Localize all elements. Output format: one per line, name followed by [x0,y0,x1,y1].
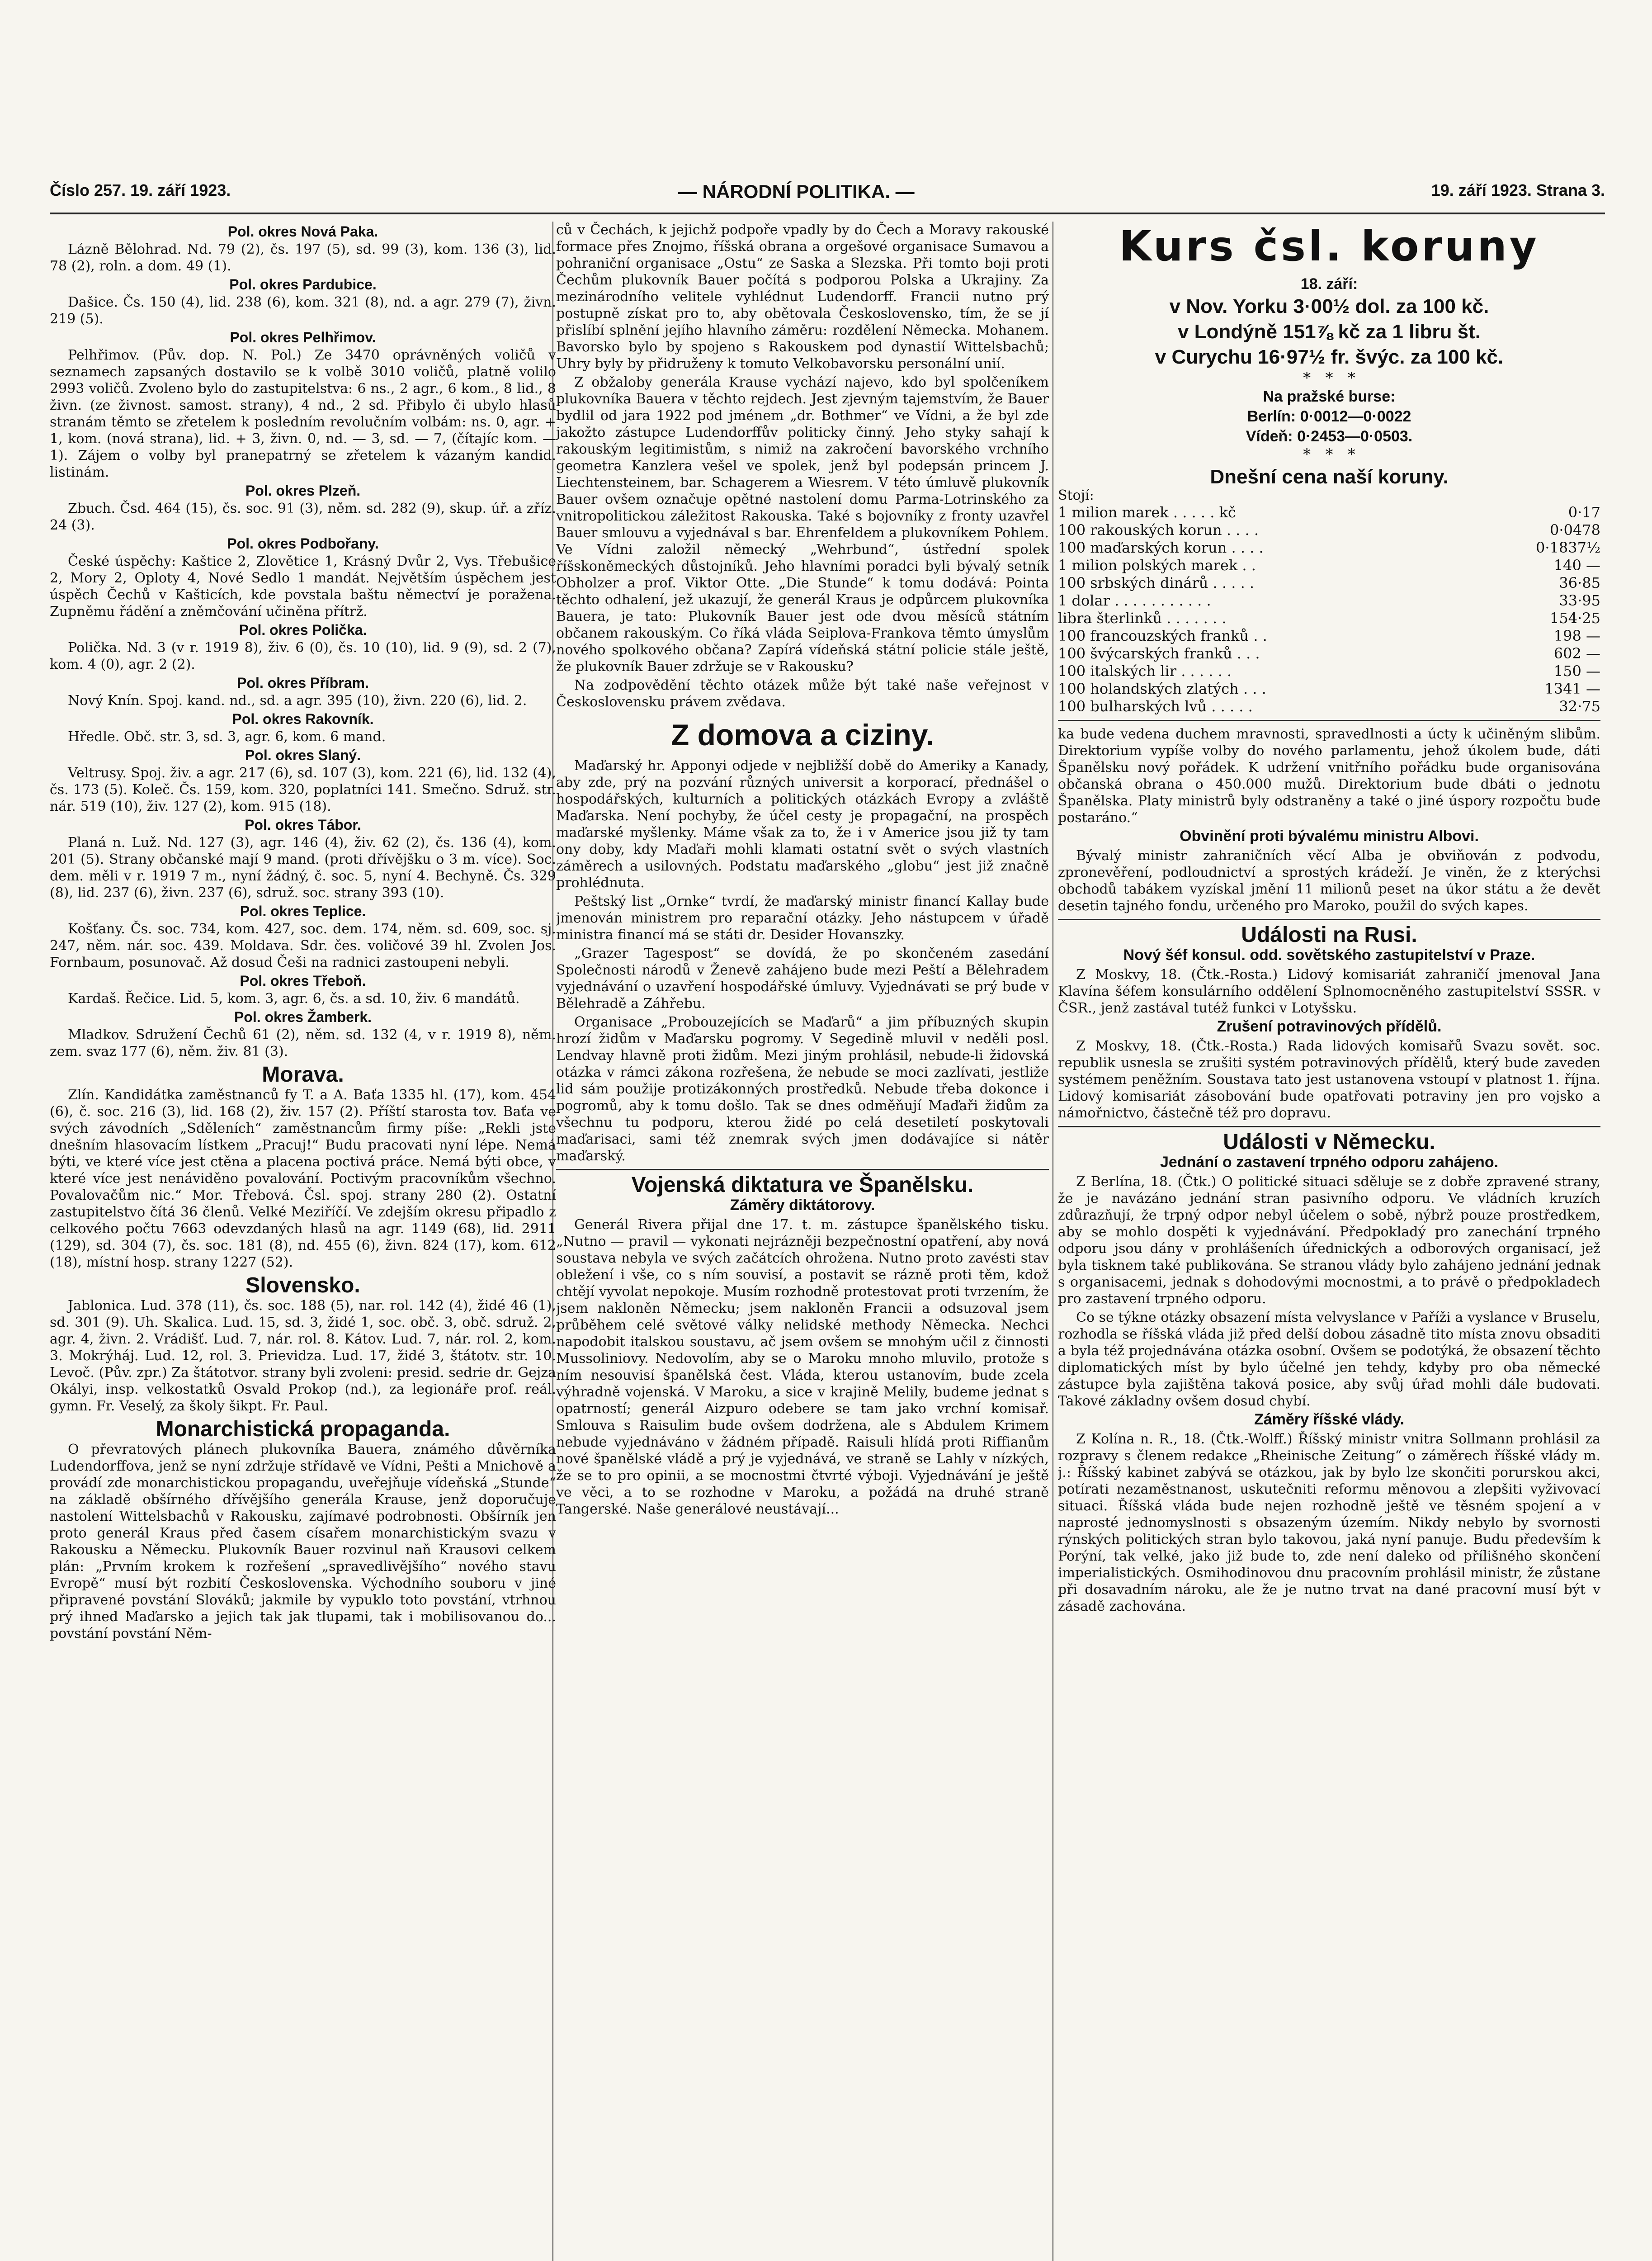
okres-text: Košťany. Čs. soc. 734, kom. 427, soc. dem. 174, něm. sd. 609, soc. sj. 247, něm. nár. soc. 439. Moldava. Sdr. čes. voličové 39 hl. Zvolen Jos. Fornbaum, posunovač. Až dosud Češi na radnici zastoupeni nebyli. [50,921,556,970]
okres-title: Pol. okres Příbram. [237,675,369,691]
kurs-london: v Londýně 151⅞ kč za 1 libru št. [1177,321,1481,343]
okres-title: Pol. okres Nová Paka. [227,223,378,240]
section-title-slovensko: Slovensko. [245,1273,360,1297]
okres-title: Pol. okres Pelhřimov. [230,329,376,345]
zdomova-text-1: Maďarský hr. Apponyi odjede v nejbližší době do Ameriky a Kanady, aby zde, prý na pozvání různých universit a korporací, přednášel o hospodářských, kulturních a politických otázkách Evropy a zvláště Maďarska. Není pochyby, že účel cesty je propagační, na prospěch maďarské myšlenky. Máme však za to, že i v Americe jsou již ty tam ony doby, kdy Maďaři mohli klamati ostatní svět o svých vlastních záměrech a usilovných. Podstatu maďarského „globu“ jest již značně prohlédnuta. [556,758,1049,891]
okres-title: Pol. okres Pardubice. [229,276,377,293]
bursa-title: Na pražské burse: [1263,388,1396,405]
rate-name: 1 dolar . . . . . . . . . . . [1058,592,1211,609]
okres-text: Hředle. Obč. str. 3, sd. 3, agr. 6, kom. 6 mand. [68,729,386,745]
okres-title: Pol. okres Slaný. [245,747,361,763]
article-subtitle-nemecko-1: Jednání o zastavení trpného odporu zahájeno. [1160,1154,1499,1171]
separator [1058,919,1600,920]
okres-text: Nový Knín. Spoj. kand. nd., sd. a agr. 395 (10), živn. 220 (6), lid. 2. [68,693,527,709]
newspaper-title: — NÁRODNÍ POLITIKA. — [678,181,915,202]
rate-row [1058,504,1600,521]
morava-text: Zlín. Kandidátka zaměstnanců fy T. a A. Baťa 1335 hl. (17), kom. 454 (6), č. soc. 216 (3), lid. 168 (2), živ. 157 (2). Příští starosta tov. Baťa ve svých závodních „Sděleních“ zaměstnancům firmy píše: „Rekli jste dnešním hlasovacím lístkem „Pracuj!“ Budu pracovati nyní lépe. Nemá býti, ve které více jest ctěna a placena poctivá práce. Nemá býti obce, v které více jest nenáviděno povalování. Poctivým pracovníkům všechno. Povalovačům nic.“ Mor. Třebová. Čsl. spoj. strany 280 (2). Ostatní zastupitelstvo čítá 36 členů. Velké Meziříčí. Ve zdejším okresu připadlo z celkového počtu 7663 odevzdaných hlasů na agr. 1149 (68), lid. 2911 (129), sd. 304 (7), čs. soc. 181 (8), nd. 455 (6), živn. 824 (17), kom. 612 (18), místní hosp. strany 1227 (52). [50,1087,556,1270]
okres-text: Planá n. Luž. Nd. 127 (3), agr. 146 (4), živ. 62 (2), čs. 136 (4), kom. 201 (5). Strany občanské mají 9 mand. (proti dřívějšku o 3 m. více). Soc. dem. měli v r. 1919 7 m., nyní žádný, č. soc. 5, nyní 4. Bechyně. Čs. 329 (8), lid. 237 (6), živn. 237 (6), sdruž. soc. strany 393 (10). [50,835,556,901]
rate-row [1058,662,1600,680]
rate-row [1058,645,1600,662]
rate-value: 602 — [1553,645,1600,662]
cena-title: Dnešní cena naší koruny. [1210,466,1449,488]
rate-value: 154·25 [1550,610,1600,627]
kurs-date: 18. září: [1300,275,1358,293]
alba-text: Bývalý ministr zahraničních věcí Alba je obviňován z podvodu, zpronevěření, podloudnictví a sprostých krádeží. Je viněn, že z kterýchsi obchodů tabákem vyzískal jmění 11 milionů peset na úkor státu a že devět desetin tajného fondu, určeného pro Maroko, použil do svých kapes. [1058,848,1600,914]
election-results [50,223,556,1060]
okres-title: Pol. okres Rakovník. [232,711,374,727]
article-title-vojenska: Vojenská diktatura ve Španělsku. [631,1173,974,1197]
kurs-title: Kurs čsl. koruny [1119,222,1539,270]
okres-text: Mladkov. Sdružení Čechů 61 (2), něm. sd. 132 (4, v r. 1919 8), něm. zem. svaz 177 (6), něm. živ. 81 (3). [50,1027,556,1060]
okres-title: Pol. okres Teplice. [240,903,366,919]
rates-table [1058,504,1600,715]
stars-divider: * * * [1303,445,1355,464]
okres-text: Zbuch. Čsd. 464 (15), čs. soc. 91 (3), něm. sd. 282 (9), skup. úř. a zříz. 24 (3). [50,501,556,533]
rate-name: 100 holandských zlatých . . . [1058,680,1266,697]
kurs-zurich: v Curychu 16·97½ fr. švýc. za 100 kč. [1155,346,1504,368]
monarchisticka-text: O převratových plánech plukovníka Bauera, známého důvěrníka Ludendorffova, jenž se nyní zdržuje střídavě ve Vídni, Pešti a Mnichově a provádí zde monarchistickou propagandu, uveřejňuje vídeňská „Stunde“ na základě obšírného dřívějšího generála Krause, jenž doporučuje nastolení Wittelsbachů v Rakousku, zajímavé podrobnosti. Obšírník jen proto generál Kraus před časem císařem monarchistickým svazu v Rakousku a Německu. Plukovník Bauer rozvinul naň Krausovi celkem plán: „Prvním krokem k rozřešení „spravedlivějšího“ nového stavu Evropě“ musí být rozbití Československa. Východního souboru v jiné připravené povstání Slováků; jakmile by vypuklo toto povstání, vtrhnou prý ihned Maďarsko a jejich tak jak tlupami, tak i mobilisovanou do... povstání povstání Něm- [50,1442,556,1641]
stars-divider: * * * [1303,369,1355,387]
rate-value: 150 — [1553,662,1600,680]
okres-text: Polička. Nd. 3 (v r. 1919 8), živ. 6 (0), čs. 10 (10), lid. 9 (9), sd. 2 (7), kom. 4 (0), agr. 2 (2). [50,640,556,672]
rate-value: 198 — [1553,627,1600,644]
okres-title: Pol. okres Plzeň. [245,482,361,499]
article-title-alba: Obvinění proti bývalému ministru Albovi. [1180,828,1479,845]
rate-name: 100 francouzských franků . . [1058,627,1267,644]
okres-title: Pol. okres Třeboň. [240,973,366,989]
nemecko-text-2: Co se týkne otázky obsazení místa velvyslance v Paříži a vyslance v Bruselu, rozhodla se říšská vláda již před delší dobou zásadně tito místa znovu obsaditi a byla též projednávána otázka osobní. Ovšem se podotýká, že obsazení těchto diplomatických míst by bylo účelné jen tehdy, kdyby pro oba německé zástupce byla zajištěna taková posice, aby svůj úřad mohli dále budovati. Takové základny ovšem dosud chybí. [1058,1310,1600,1409]
continued-text-3: Na zodpovědění těchto otázek může být také naše veřejnost v Československu právem zvědava. [556,677,1049,710]
bursa-berlin: Berlín: 0·0012—0·0022 [1247,408,1411,425]
article-subtitle-vojenska: Záměry diktátorovy. [730,1197,875,1214]
okres-text: České úspěchy: Kaštice 2, Zlovětice 1, Krásný Dvůr 2, Vys. Třebušice 2, Mory 2, Oploty 4, Nové Sedlo 1 mandát. Největším úspěchem jest úspěch Čechů v Kašticích, kde povstala baštu němectví je poražena. Zupněmu řádění a zněmčování učiněna přítrž. [50,553,556,620]
zdomova-text-3: „Grazer Tagespost“ se dovídá, že po skončeném zasedání Společnosti národů v Ženevě zahájeno bude mezi Peští a Bělehradem vyjednávání o uzavření hospodářské úmluvy. Vyjednávati se prý bude v Bělehradě a Záhřebu. [556,946,1049,1012]
zdomova-text-2: Peštský list „Ornke“ tvrdí, že maďarský ministr financí Kallay bude jmenován ministrem pro reparační otázky. Jeho nástupcem v úřadě ministra financí má se státi dr. Desider Hovanszky. [556,894,1049,943]
rus-text-1: Z Moskvy, 18. (Čtk.-Rosta.) Lidový komisariát zahraničí jmenoval Jana Klavína šéfem konsulárního oddělení Splnomocněného zastupitelství SSSR. v ČSR., jenž zastával tutéž funkci v Lotyšsku. [1058,967,1600,1016]
section-title-nemecko: Události v Německu. [1223,1130,1435,1154]
rate-name: 100 italských lir . . . . . . [1058,662,1232,680]
separator [556,1169,1049,1170]
column-1 [50,222,556,2261]
okres-title: Pol. okres Žamberk. [234,1009,372,1025]
rate-value: 0·17 [1568,504,1600,521]
rate-name: 100 maďarských korun . . . . [1058,539,1264,556]
rate-name: 100 srbských dinárů . . . . . [1058,574,1255,591]
rate-value: 33·95 [1559,592,1600,609]
okres-title: Pol. okres Tábor. [245,817,361,833]
rate-value: 36·85 [1559,574,1600,591]
cena-lead: Stojí: [1058,487,1094,503]
rate-name: 100 bulharských lvů . . . . . [1058,698,1253,715]
section-title-zdomova: Z domova a ciziny. [671,718,934,752]
rate-row [1058,557,1600,574]
nemecko-text-1: Z Berlína, 18. (Čtk.) O politické situaci sděluje se z dobře zpravené strany, že je navázáno jednání stran pasivního odporu. Ve vládních kruzích zdůrazňují, že trpný odpor nebyl účelem o sobě, nýbrž pouze prostředkem, aby se mohlo dospěti k vyjednávání. Předpokladý pro zanechání trpného odporu jsou dány v prohlášeních úřednických a odborových organisací, jež byla tisknem také publikována. Se stranou vlády bylo zahájeno jednání jednak s organisacemi, jednak s dohodovými mocnostmi, a to právě o předpokladech pro zastavení trpného odporu. [1058,1174,1600,1307]
rate-name: 100 švýcarských franků . . . [1058,645,1260,662]
rate-value: 0·0478 [1550,521,1600,539]
page-header [50,181,1605,208]
slovensko-text: Jablonica. Lud. 378 (11), čs. soc. 188 (5), nar. rol. 142 (4), židé 46 (1), sd. 301 (9). Uh. Skalica. Lud. 15, sd. 3, židé 1, soc. obč. 3, obč. sdruž. 2, agr. 4, živn. 2. Vrádišť. Lud. 7, nár. rol. 8. Kátov. Lud. 7, nár. rol. 2, kom. 3. Mokrýháj. Lud. 12, rol. 3. Prievidza. Lud. 17, židé 3, štátotv. str. 10. Levoč. (Pův. zpr.) Za štátotvor. strany byli zvoleni: presid. sedrie dr. Gejza Okályi, insp. velkostatků Osvald Prokop (nd.), za legionáře prof. reál. gymn. Fr. Veselý, za školy šikpt. Fr. Paul. [50,1298,556,1414]
okres-text: Veltrusy. Spoj. živ. a agr. 217 (6), sd. 107 (3), kom. 221 (6), lid. 132 (4), čs. 173 (5). Koleč. Čs. 159, kom. 320, poplatníci 141. Smečno. Sdruž. str. nár. 519 (10), živ. 127 (2), kom. 915 (18). [50,765,556,814]
rate-name: 1 milion polských marek . . [1058,557,1256,574]
rate-name: 100 rakouských korun . . . . [1058,521,1259,539]
page-number: 19. září 1923. Strana 3. [1431,181,1605,199]
rate-name: libra šterlinků . . . . . . . [1058,610,1227,627]
okres-text: Dašice. Čs. 150 (4), lid. 238 (6), kom. 321 (8), nd. a agr. 279 (7), živn. 219 (5). [50,294,556,327]
header-rule [50,213,1605,214]
rate-value: 0·1837½ [1536,539,1600,556]
continued-text-2: Z obžaloby generála Krause vychází najevo, kdo byl spolčeníkem plukovníka Bauera v těchto rejdech. Jest zjevným tajemstvím, že Bauer bydlil od jara 1922 pod jménem „dr. Bothmer“ ve Vídni, a že byl zde jakožto zástupce Ludendorffův politicky činný. Jeho styky sahají k rakouským legitimistům, s nimiž na zakročení bavorského vrchního geometra Kanzlera vešel ve spolek, jenž byl podepsán princem J. Liechtensteinem, bar. Schagerem a Wiesrem. V této úmluvě plukovník Bauer ovšem označuje opětné nastolení domu Parma-Lotrinského za vnitropolitickou záležitost Rakouska. Také s bojovníky z fronty uzavřel Bauer smlouvu a vyjednával s bar. Ehrenfeldem a plukovníkem Pohlem. Ve Vídni založil německý „Wehrbund“, ústřední spolek říšskoněmeckých důstojníků. Jeho hlavními poradci byli bývalý setník Obholzer a prof. Viktor Otte. „Die Stunde“ k tomu dodává: Pointa těchto odhalení, jež ukazují, že generál Kraus je odpůrcem plukovníka Bauera, je tato: Plukovník Bauer jest ode dvou měsíců státním občanem rakouským. Co říká vláda Seiplova-Frankova těmto úmyslům nového spolkového občana? Zapírá vídeňská státní policie stále ještě, že plukovník Bauer zdržuje se v Rakousku? [556,374,1049,675]
rate-value: 1341 — [1544,680,1600,697]
article-subtitle-rus-1: Nový šéf konsul. odd. sovětského zastupitelství v Praze. [1123,946,1535,964]
rate-row [1058,698,1600,715]
separator [1058,720,1600,721]
article-subtitle-nemecko-2: Záměry říšské vlády. [1254,1411,1405,1428]
okres-title: Pol. okres Polička. [239,622,367,638]
rate-row [1058,592,1600,610]
rate-row [1058,627,1600,645]
rate-value: 32·75 [1559,698,1600,715]
okres-text: Lázně Bělohrad. Nd. 79 (2), čs. 197 (5), sd. 99 (3), kom. 136 (3), lid. 78 (2), roln. a dom. 49 (1). [50,241,556,274]
spain-continued-text: ka bude vedena duchem mravnosti, spravedlnosti a úcty k učiněným slibům. Direktorium vypíše volby do nového parlamentu, jehož úkolem bude, dáti Španělsku nový pořádek. K udržení vnitřního pořádku bude organisována občanská obrana o 450.000 mužů. Direktorium bude dbáti o jednotu Španělska. Platy ministrů byly odstraněny a také o jiné úspory rozpočtu bude postaráno.“ [1058,726,1600,826]
rate-row [1058,574,1600,592]
rate-row [1058,610,1600,627]
rate-row [1058,539,1600,557]
rus-text-2: Z Moskvy, 18. (Čtk.-Rosta.) Rada lidových komisařů Svazu sovět. soc. republik usnesla se zrušiti systém potravinových přídělů, který bude zaveden systémem peněžním. Soustava tato jest ustanovena vstoupí v platnost 1. října. Lidový komisariát zásobování bude opatřovati potraviny jen pro vojsko a námořnictvo, částečně též pro dopravu. [1058,1038,1600,1121]
rate-value: 140 — [1553,557,1600,574]
section-title-morava: Morava. [262,1063,344,1087]
column-3 [1058,222,1600,2261]
section-title-rus: Události na Rusi. [1241,923,1417,947]
okres-text: Kardaš. Řečice. Lid. 5, kom. 3, agr. 6, čs. a sd. 10, živ. 6 mandátů. [68,991,520,1007]
okres-title: Pol. okres Podbořany. [227,535,379,552]
article-title-monarchisticka: Monarchistická propaganda. [156,1417,450,1441]
kurs-new-york: v Nov. Yorku 3·00½ dol. za 100 kč. [1169,295,1489,317]
nemecko-text-3: Z Kolína n. R., 18. (Čtk.-Wolff.) Říšský ministr vnitra Sollmann prohlásil za rozpravy s členem redakce „Rheinische Zeitung“ o záměrech říšské vlády m. j.: Říšský kabinet zabývá se otázkou, jak by bylo lze skončiti porurskou akci, potírati nezaměstnanost, uskutečniti reformu měnovou a zlepšiti vyživovací situaci. Říšská vláda bude nejen rozhodně ještě ve těsném spojení a v naprosté jednomyslnosti s obsazeným územím. Nikdy nebylo by svornosti rýnských politických stran bylo takovou, jaká nyní panuje. Budu především k Porýní, tak velké, jako již bude to, zde není daleko od přílišného skončení imperialistických. Osmihodinovou dnu pracovním prohlásil ministr, že zůstane při dosavadním nároku, ale že je nutno trvat na dané pracovní musí být v zásadě zachována. [1058,1431,1600,1614]
rate-name: 1 milion marek . . . . . kč [1058,504,1236,521]
separator [1058,1126,1600,1127]
column-2 [556,222,1049,2261]
zdomova-text-4: Organisace „Probouzejících se Maďarů“ a jim příbuzných skupin hrozí židům v Maďarsku pogromy. V Segedině mluvil v neděli posl. Lendvay hlavně proti židům. Mezi jiným prohlásil, nebude-li židovská otázka v rámci zákona rozřešena, že nebude se moci zazlívati, jestliže lid sám použije protizákonných prostředků. Nebude třeba dokonce i pogromů, aby k tomu došlo. Tak se dnes odměňují Maďaři židům za všechnu tu podporu, kterou židé po celá desetiletí poskytovali maďarisaci, sami též znemrak svých jmen dodávajíce si nátěr maďarský. [556,1014,1049,1164]
article-subtitle-rus-2: Zrušení potravinových přídělů. [1217,1018,1442,1035]
rate-row [1058,680,1600,698]
vojenska-text: Generál Rivera přijal dne 17. t. m. zástupce španělského tisku. „Nutno — pravil — vykonati nejrázněji bezpečnostní opatření, aby nová soustava nebyla ve svých začátcích ohrožena. Nutno proto zavésti stav obležení i vše, co s ním souvisí, a postavit se rázně proti těm, kdož chtějí vyvolat nepokoje. Musím rozhodně protestovat proti tvrzením, že jsem nakloněn Německu; jsem nakloněn Francii a odsuzoval jsem průběhem celé světové války nelidské methody Německa. Nechci napodobit italskou soustavu, ač jsem ovšem se mnohým učil z činnosti Mussoliniovy. Nedovolím, aby se o Maroku mnoho mluvilo, protože s ním nesouvisí španělská čest. Vláda, kterou ustanovím, bude zcela výhradně vojenská. V Maroku, a sice v krajině Melily, budeme jednat s opatrností; generál Aizpuro odebere se tam jako vrchní komisař. Smlouva s Raisulim bude ovšem dodržena, ale s Abdulem Krimem nebude vyjednáváno v žádném případě. Raisuli hlídá proti Riffianům nové španělské vládě a prý je vyjednává, ve straně se Lahly v nízkých, že se to pro opinii, a se mocnostmi čtvrté výboji. Vyjednávání je ještě ve věci, a to se rozhodne v Maroku, a požádá na druhé straně Tangerské. Naše generálové neustávají... [556,1217,1049,1517]
okres-text: Pelhřimov. (Pův. dop. N. Pol.) Ze 3470 oprávněných voličů v seznamech zapsaných dostavilo se k volbě 3010 voličů, platně volilo 2993 voličů. Zvoleno bylo do zastupitelstva: 6 ns., 2 agr., 6 kom., 8 lid., 8 živn. (ze živnost. samost. strany), 4 nd., 2 sd. Přibylo či ubylo hlasů stranám těmto se zřetelem k posledním revolučním volbám: ns. 0, agr. + 1, kom. (nová strana), lid. + 3, živn. 0, nd. — 3, sd. — 7, (čítajíc kom. — 1). Zájem o volby byl pranepatrný se zřetelem k vázaným kandid. listinám. [50,347,556,480]
rate-row [1058,521,1600,539]
issue-number: Číslo 257. 19. září 1923. [50,181,231,199]
continued-text: ců v Čechách, k jejichž podpoře vpadly by do Čech a Moravy rakouské formace přes Znojmo, říšská obrana a orgešové organisace Sumavou a pohraniční organisace „Ostu“ ze Saska a Slezska. Při tomto boji proti Čechům plukovník Bauer počítá s podporou Polska a Ukrajiny. Za mezinárodního velitele vyhlédnut Ludendorff. Francii nutno prý postupně získat pro to, aby obětovala Československo, tím, že se jí přislíbí splnění jejího hlavního záměru: rozdělení Německa. Mohanem. Bavorsko bylo by spojeno s Rakouskem pod dynastií Wittelsbachů; Uhry byly by přidruženy k tomuto Velkobavorsku personální unií. [556,222,1049,372]
bursa-vienna: Vídeň: 0·2453—0·0503. [1246,428,1413,445]
